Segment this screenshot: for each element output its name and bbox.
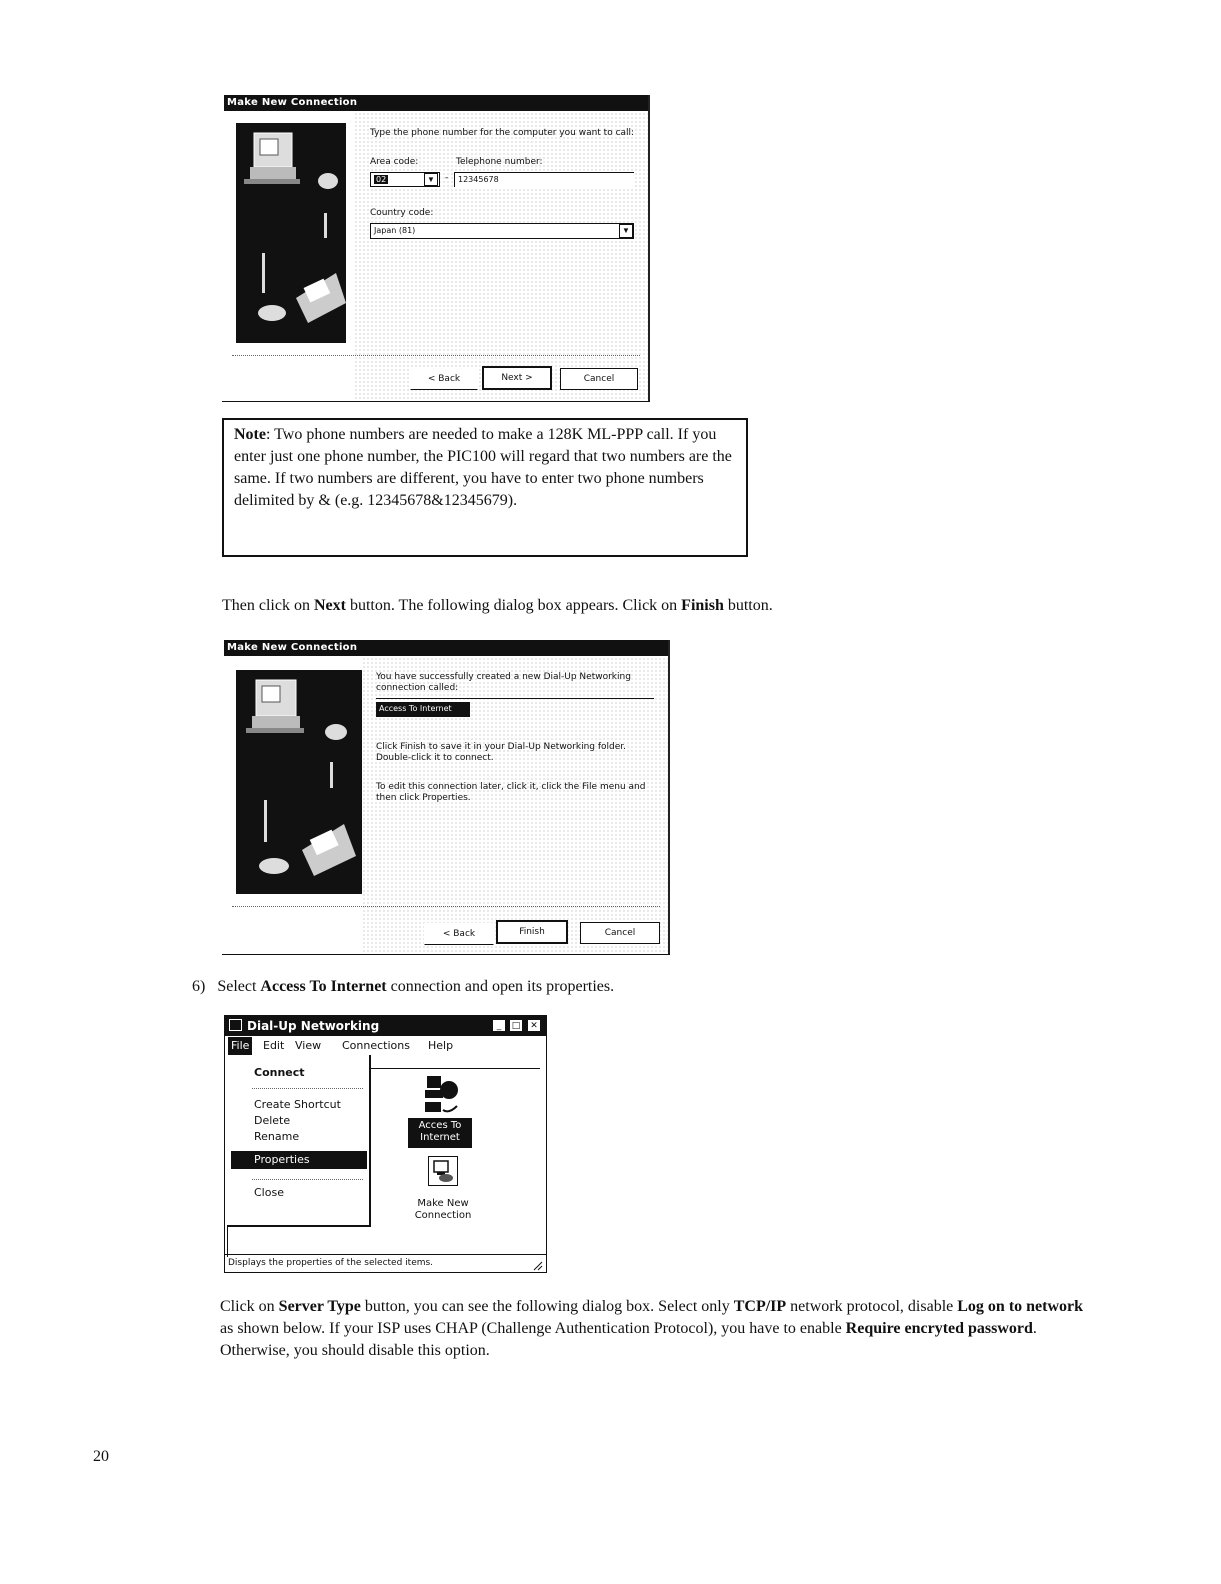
- cancel-button[interactable]: Cancel: [580, 922, 660, 944]
- menu-file[interactable]: File: [228, 1037, 252, 1055]
- menu-item-close[interactable]: Close: [254, 1186, 284, 1199]
- text: Then click on: [222, 597, 314, 614]
- icon-label-line: Acces To: [418, 1120, 462, 1131]
- make-new-connection-icon[interactable]: [428, 1156, 458, 1186]
- page-number: 20: [93, 1448, 109, 1465]
- separator: [232, 906, 660, 907]
- menu-edit[interactable]: Edit: [263, 1039, 285, 1052]
- success-text: You have successfully created a new Dial-Up Networking connection called:: [376, 672, 631, 693]
- bold-tcpip: TCP/IP: [733, 1298, 787, 1315]
- window-title-text: Dial-Up Networking: [247, 1019, 380, 1033]
- menu-view[interactable]: View: [295, 1039, 322, 1052]
- cancel-button[interactable]: Cancel: [560, 368, 638, 390]
- step-number: 6): [192, 978, 206, 995]
- text: button, you can see the following dialog box. Select only: [360, 1298, 734, 1315]
- menu-bar: [225, 1037, 546, 1055]
- note-label: Note: [234, 426, 266, 443]
- area-code-dropdown-arrow[interactable]: ▼: [424, 173, 438, 186]
- instruction-paragraph-2: [220, 1296, 1100, 1362]
- bold-require-password: Require encryted password: [845, 1320, 1033, 1337]
- list-top-border: [371, 1068, 540, 1069]
- status-bar: Displays the properties of the selected items.: [225, 1254, 546, 1272]
- make-new-connection-dialog-1: [224, 95, 650, 402]
- dialog-background: [354, 112, 648, 402]
- note-box: [222, 418, 748, 557]
- text: . Otherwise, you should disable this option.: [220, 1320, 1037, 1359]
- list-left-border: [227, 1227, 228, 1257]
- country-code-label: Country code:: [370, 208, 434, 218]
- next-button[interactable]: Next >: [482, 366, 552, 390]
- menu-item-properties[interactable]: Properties: [254, 1153, 310, 1166]
- telephone-input[interactable]: 12345678: [454, 172, 634, 187]
- dialog-bottom-edge: [222, 401, 650, 402]
- icon-label-line: Internet: [420, 1132, 460, 1143]
- finish-instructions: Click Finish to save it in your Dial-Up Networking folder. Double-click it to connect.: [376, 742, 627, 763]
- make-new-connection-label[interactable]: [403, 1198, 483, 1222]
- dial-up-networking-icon: [229, 1019, 242, 1031]
- dash-separator: -: [445, 173, 449, 183]
- text: button. The following dialog box appears. Click on: [345, 597, 682, 614]
- text: Click on: [220, 1298, 279, 1315]
- text: connection and open its properties.: [386, 978, 615, 995]
- text: as shown below. If your ISP uses CHAP (Challenge Authentication Protocol), you have to enable: [220, 1320, 846, 1337]
- bold-server-type: Server Type: [278, 1298, 361, 1315]
- back-button[interactable]: < Back: [410, 368, 478, 390]
- separator: [232, 355, 640, 356]
- menu-separator: [252, 1088, 363, 1089]
- menu-item-connect[interactable]: Connect: [254, 1066, 305, 1079]
- text: network protocol, disable: [786, 1298, 958, 1315]
- wizard-illustration: [236, 123, 346, 343]
- edit-instructions: To edit this connection later, click it, click the File menu and then click Properties.: [376, 782, 646, 803]
- maximize-button[interactable]: □: [509, 1019, 523, 1032]
- country-code-select[interactable]: Japan (81): [370, 223, 634, 239]
- minimize-button[interactable]: _: [492, 1019, 506, 1032]
- menu-connections[interactable]: Connections: [342, 1039, 410, 1052]
- icon-label-line: Connection: [414, 1210, 472, 1221]
- access-to-internet-label[interactable]: [408, 1120, 472, 1144]
- area-code-value: 02: [376, 175, 387, 184]
- menu-separator: [252, 1179, 363, 1180]
- menu-item-create-shortcut[interactable]: Create Shortcut: [254, 1098, 341, 1111]
- text: button.: [723, 597, 773, 614]
- dialog-title: Make New Connection: [224, 640, 668, 656]
- bold-next: Next: [313, 597, 346, 614]
- dialog-title: Make New Connection: [224, 95, 648, 111]
- step-6-text: [192, 976, 892, 998]
- instruction-paragraph-1: [222, 595, 1022, 617]
- dialog-bottom-edge: [222, 954, 670, 955]
- note-text: : Two phone numbers are needed to make a 128K ML-PPP call. If you enter just one phone number, the PIC100 will regard that two numbers are the same. If two numbers are different, you have to enter two phone numbers delimited by & (e.g. 12345678&12345679).: [234, 426, 732, 509]
- finish-button[interactable]: Finish: [496, 920, 568, 944]
- bold-finish: Finish: [681, 597, 724, 614]
- connection-name-input[interactable]: Access To Internet: [376, 702, 470, 717]
- bold-connection-name: Access To Internet: [260, 978, 387, 995]
- back-button[interactable]: < Back: [424, 923, 494, 945]
- dial-up-networking-window: [224, 1015, 547, 1273]
- telephone-label: Telephone number:: [456, 157, 543, 167]
- wizard-illustration: [236, 670, 362, 894]
- text: Select: [217, 978, 261, 995]
- area-code-label: Area code:: [370, 157, 419, 167]
- file-menu-dropdown: [227, 1055, 371, 1227]
- menu-item-rename[interactable]: Rename: [254, 1130, 300, 1143]
- icon-label-line: Make New: [417, 1198, 469, 1209]
- menu-item-delete[interactable]: Delete: [254, 1114, 291, 1127]
- bold-log-on: Log on to network: [957, 1298, 1084, 1315]
- menu-help[interactable]: Help: [428, 1039, 454, 1052]
- close-button[interactable]: ✕: [527, 1019, 541, 1032]
- make-new-connection-dialog-2: [224, 640, 670, 955]
- connection-computer-icon[interactable]: [421, 1074, 465, 1118]
- separator: [376, 698, 654, 699]
- phone-prompt: Type the phone number for the computer you want to call:: [370, 128, 635, 138]
- resize-grip-icon[interactable]: [531, 1258, 543, 1270]
- country-dropdown-arrow[interactable]: ▼: [619, 224, 633, 238]
